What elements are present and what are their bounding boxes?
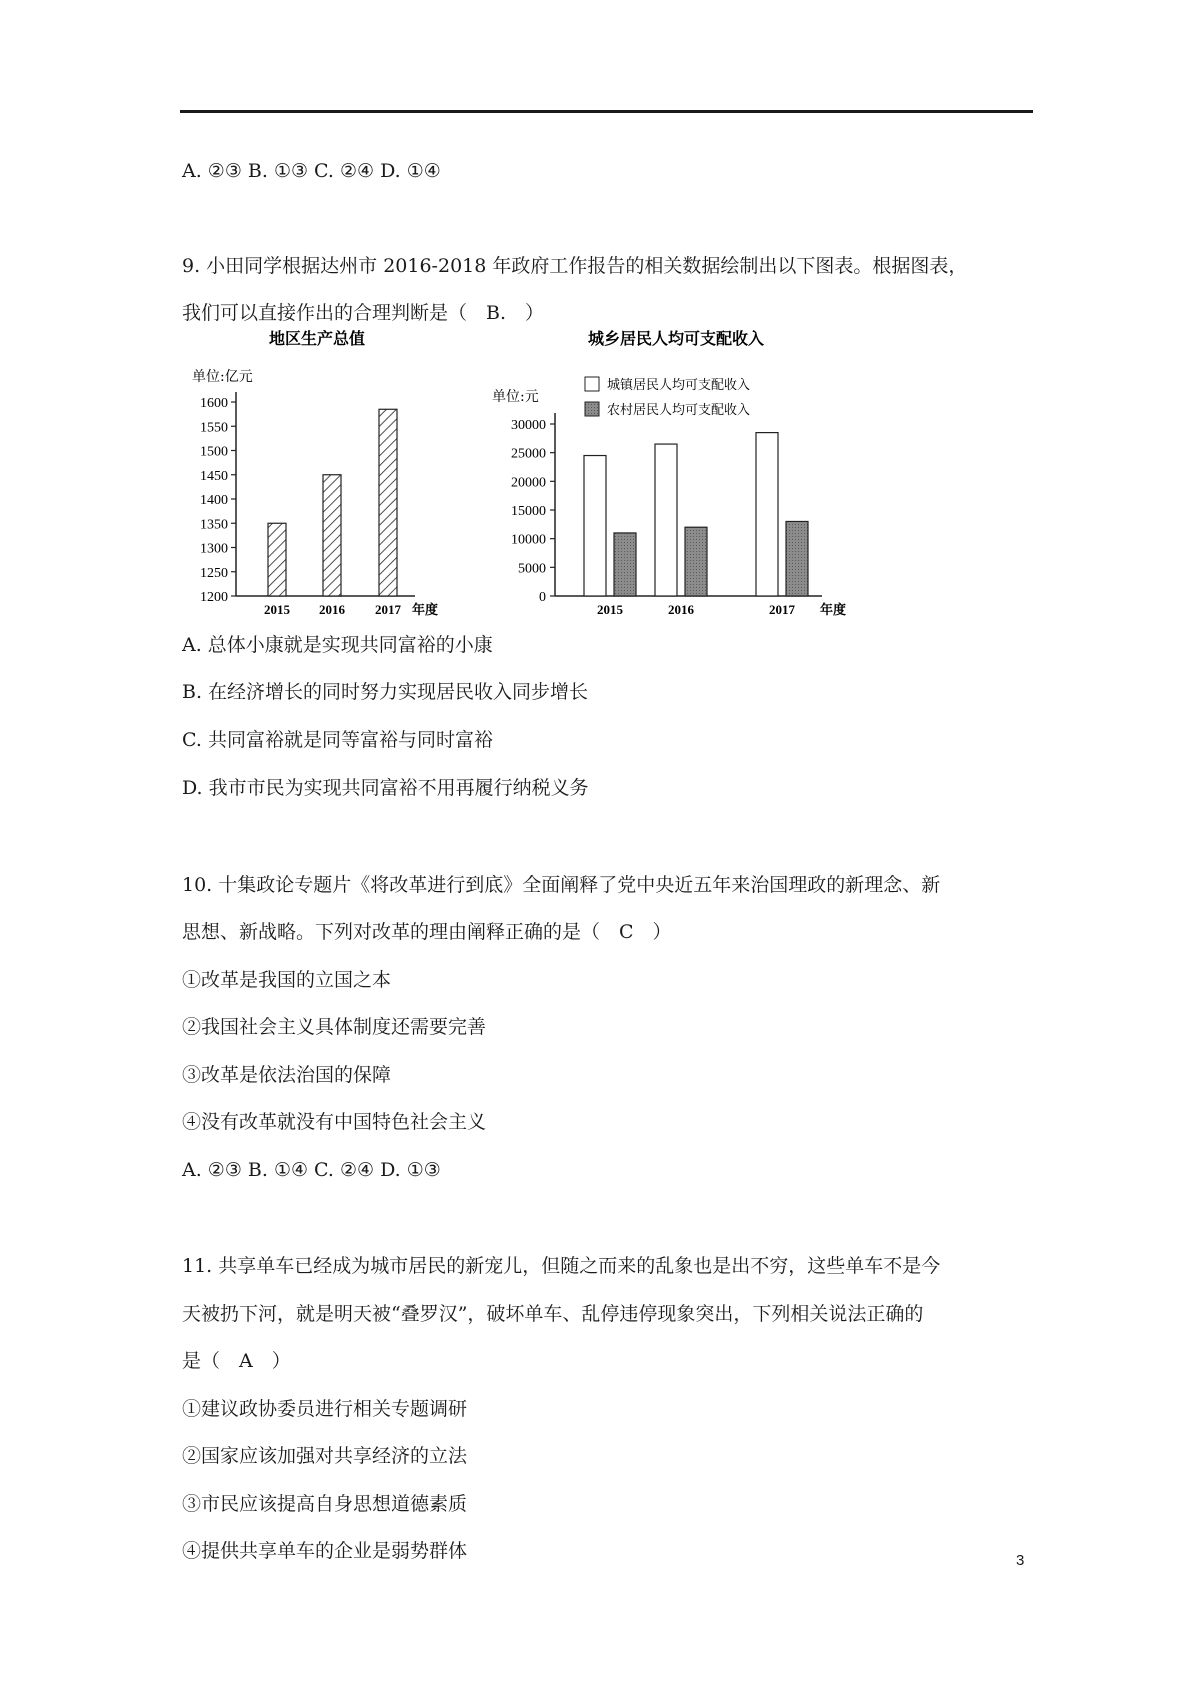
q10-item-3: ③改革是依法治国的保障 [182, 1064, 392, 1086]
q11-stem-line1: 11. 共享单车已经成为城市居民的新宠儿，但随之而来的乱象也是出不穷，这些单车不是今 [182, 1255, 941, 1277]
income-ytick-label: 20000 [511, 475, 546, 491]
income-urban-bar [655, 444, 677, 596]
gdp-ytick-label: 1200 [200, 590, 228, 605]
charts-figure [0, 320, 1200, 620]
gdp-chart [192, 329, 438, 617]
income-rural-bar [685, 527, 707, 596]
income-xtick-label: 2015 [597, 602, 623, 617]
income-rural-bar [614, 533, 636, 596]
income-ytick-label: 30000 [511, 418, 546, 433]
gdp-bar [268, 523, 286, 596]
income-chart-title: 城乡居民人均可支配收入 [587, 329, 765, 348]
q10-item-1: ①改革是我国的立国之本 [182, 969, 392, 991]
legend-urban-label: 城镇居民人均可支配收入 [607, 378, 751, 393]
gdp-xtick-label: 2017 [375, 602, 401, 617]
gdp-xtick-label: 2015 [264, 602, 290, 617]
income-chart-unit: 单位:元 [492, 389, 539, 405]
q9-option-b: B. 在经济增长的同时努力实现居民收入同步增长 [182, 681, 589, 703]
q9-option-c: C. 共同富裕就是同等富裕与同时富裕 [182, 729, 493, 751]
q10-stem-line1: 10. 十集政论专题片《将改革进行到底》全面阐释了党中央近五年来治国理政的新理念、新 [182, 874, 941, 896]
income-x-unit: 年度 [820, 602, 847, 617]
q9-option-d: D. 我市市民为实现共同富裕不用再履行纳税义务 [182, 777, 589, 799]
q11-item-2: ②国家应该加强对共享经济的立法 [182, 1445, 468, 1467]
income-ytick-label: 15000 [511, 504, 546, 519]
gdp-ytick-label: 1350 [200, 517, 228, 533]
q9-stem-line1: 9. 小田同学根据达州市 2016-2018 年政府工作报告的相关数据绘制出以下图表。根据图表， [182, 255, 968, 277]
gdp-x-unit: 年度 [412, 602, 439, 617]
q10-options: A. ②③ B. ①④ C. ②④ D. ①③ [182, 1159, 441, 1181]
q10-item-2: ②我国社会主义具体制度还需要完善 [182, 1016, 487, 1038]
q8-options: A. ②③ B. ①③ C. ②④ D. ①④ [182, 160, 441, 182]
income-ytick-label: 0 [539, 590, 546, 605]
gdp-chart-title: 地区生产总值 [268, 329, 366, 348]
gdp-ytick-label: 1250 [200, 565, 228, 581]
header-rule [180, 110, 1033, 113]
gdp-xtick-label: 2016 [319, 602, 345, 617]
income-xtick-label: 2016 [668, 602, 694, 617]
income-ytick-label: 10000 [511, 532, 546, 548]
page-number: 3 [1016, 1552, 1025, 1569]
q11-item-4: ④提供共享单车的企业是弱势群体 [182, 1540, 468, 1562]
gdp-ytick-label: 1450 [200, 468, 228, 484]
income-ytick-label: 25000 [511, 446, 546, 462]
gdp-chart-unit: 单位:亿元 [192, 369, 253, 385]
income-xtick-label: 2017 [769, 602, 795, 617]
q11-stem-line3: 是（ A ） [182, 1350, 291, 1372]
legend-rural-label: 农村居民人均可支配收入 [607, 403, 751, 418]
q11-item-3: ③市民应该提高自身思想道德素质 [182, 1493, 468, 1515]
gdp-ytick-label: 1300 [200, 541, 228, 557]
gdp-bar [323, 475, 341, 596]
q11-stem-line2: 天被扔下河，就是明天被“叠罗汉”，破坏单车、乱停违停现象突出，下列相关说法正确的 [182, 1303, 924, 1325]
q9-stem-line2: 我们可以直接作出的合理判断是（ B. ） [182, 302, 545, 324]
gdp-bar [379, 409, 397, 596]
income-urban-bar [584, 456, 606, 596]
q10-item-4: ④没有改革就没有中国特色社会主义 [182, 1111, 487, 1133]
legend-rural-swatch [585, 402, 599, 416]
income-rural-bar [786, 521, 808, 596]
gdp-ytick-label: 1550 [200, 420, 228, 436]
gdp-ytick-label: 1500 [200, 444, 228, 460]
legend-urban-swatch [585, 377, 599, 391]
income-urban-bar [756, 433, 778, 596]
q9-option-a: A. 总体小康就是实现共同富裕的小康 [182, 634, 493, 656]
income-ytick-label: 5000 [518, 561, 546, 577]
q11-item-1: ①建议政协委员进行相关专题调研 [182, 1398, 468, 1420]
q10-stem-line2: 思想、新战略。下列对改革的理由阐释正确的是（ C ） [182, 921, 672, 943]
income-chart [492, 329, 846, 617]
gdp-ytick-label: 1600 [200, 396, 228, 411]
gdp-ytick-label: 1400 [200, 493, 228, 508]
